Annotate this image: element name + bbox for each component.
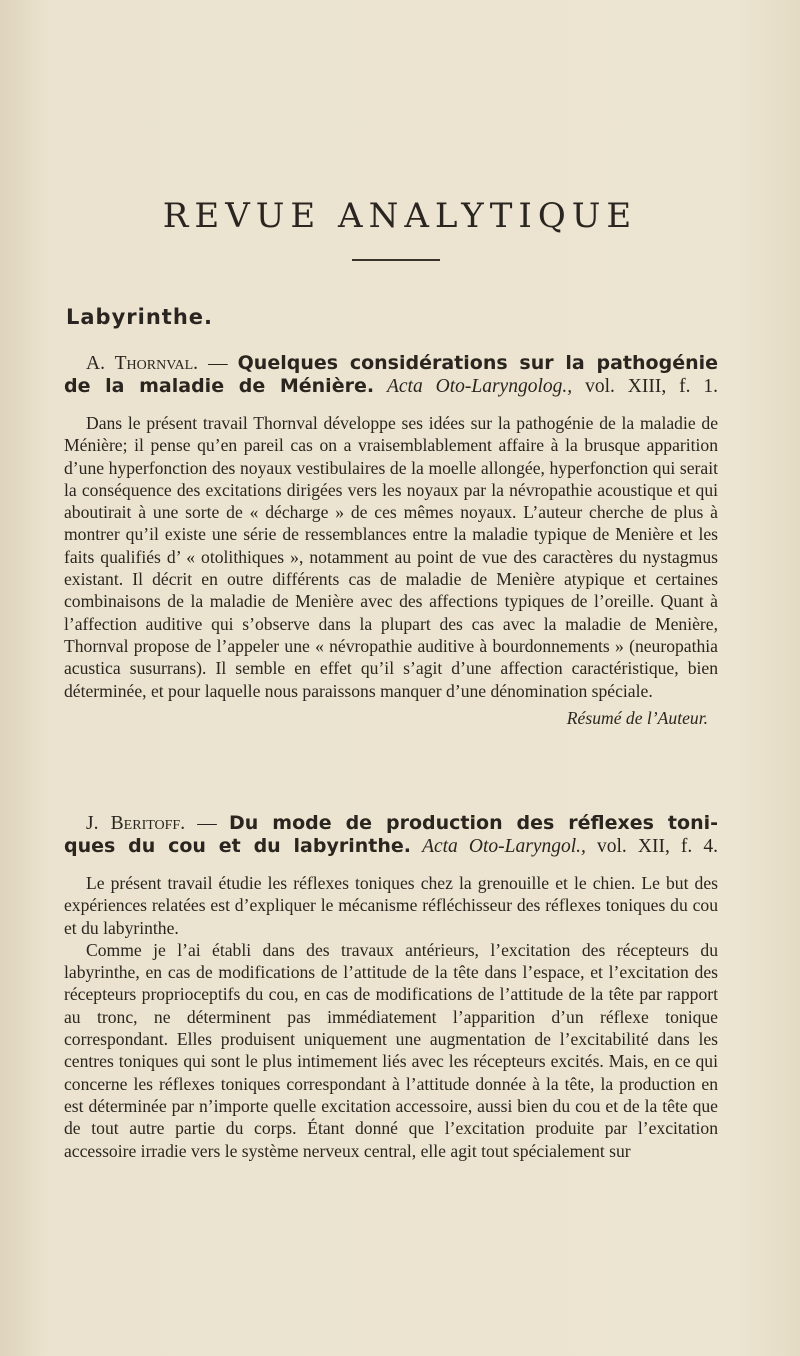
title-divider bbox=[352, 259, 440, 261]
article-title-continued: de la maladie de Ménière. bbox=[64, 375, 375, 397]
article-reference: vol. XII, f. 4. bbox=[597, 836, 719, 857]
paragraph: Le présent travail étudie les réflexes toniques chez la grenouille et le chien. Le but des expériences relatées est d’expliquer le mécanisme réfléchisseur des réflexes toniques du cou et du labyrinthe. bbox=[64, 873, 718, 938]
article-journal: Acta Oto-Laryngol., bbox=[422, 836, 586, 857]
article-thornval bbox=[64, 352, 718, 729]
article-signature: Résumé de l’Auteur. bbox=[566, 707, 708, 728]
article-title-continued: ques du cou et du labyrinthe. bbox=[64, 835, 411, 857]
page-title: REVUE ANALYTIQUE bbox=[162, 196, 638, 236]
article-heading bbox=[64, 352, 718, 398]
article-body bbox=[64, 412, 718, 702]
article-journal: Acta Oto-Laryngolog., bbox=[386, 376, 573, 397]
article-heading bbox=[64, 812, 718, 858]
article-reference: vol. XIII, f. 1. bbox=[585, 376, 719, 397]
article-title: Du mode de production des réflexes toni- bbox=[229, 812, 718, 834]
article-author: A. Thornval. — bbox=[86, 353, 228, 374]
article-author: J. Beritoff. — bbox=[86, 813, 217, 834]
article-title: Quelques considérations sur la pathogénie bbox=[237, 352, 719, 374]
paragraph: Dans le présent travail Thornval développe ses idées sur la pathogénie de la maladie de Ménière; il pense qu’en pareil cas on a vraisemblablement affaire à la brusque apparition d’une hyperfonction des noyaux vestibulaires de la moelle allongée, hyperfonction qui serait la conséquence des excitations dirigées vers les noyaux par la névropathie acoustique et qui aboutirait à une sorte de « décharge » de ces mêmes noyaux. L’auteur cherche de plus à montrer qu’il existe une série de ressemblances entre la maladie typique de Menière et les faits qualifiés d’ « otolithiques », notamment au point de vue des caractères du nystagmus existant. Il décrit en outre différents cas de maladie de Menière atypique et certaines combinaisons de la maladie de Menière avec des affections typiques de l’oreille. Quant à l’affection auditive qui s’observe dans la plupart des cas avec la maladie de Menière, Thornval propose de l’appeler une « névropathie auditive à bourdonnements » (neuropathia acustica susurrans). Il semble en effet qu’il s’agit d’une affection caractéristique, bien déterminée, et pour laquelle nous paraissons manquer d’une dénomination spéciale. bbox=[64, 413, 718, 701]
section-heading: Labyrinthe. bbox=[66, 305, 213, 329]
article-body bbox=[64, 872, 718, 1162]
article-beritoff bbox=[64, 812, 718, 1162]
paragraph: Comme je l’ai établi dans des travaux antérieurs, l’excitation des récepteurs du labyrinthe, en cas de modifications de l’attitude de la tête dans l’espace, et l’excitation des récepteurs proprioceptifs du cou, en cas de modifications de l’attitude de la tête par rapport au tronc, ne déterminent pas immédiatement l’apparition d’un réflexe tonique correspondant. Elles produisent uniquement une augmentation de l’excitabilité dans les centres toniques qui sont le plus intimement liés avec les récepteurs excités. Mais, en ce qui concerne les réflexes toniques correspondant à l’attitude donnée à la tête, la production en est déterminée par n’importe quelle excitation accessoire, aussi bien du cou et de la tête que de tout autre partie du corps. Étant donné que l’excitation produite par l’excitation accessoire irradie vers le système nerveux central, elle agit tout spécialement sur bbox=[64, 939, 718, 1161]
